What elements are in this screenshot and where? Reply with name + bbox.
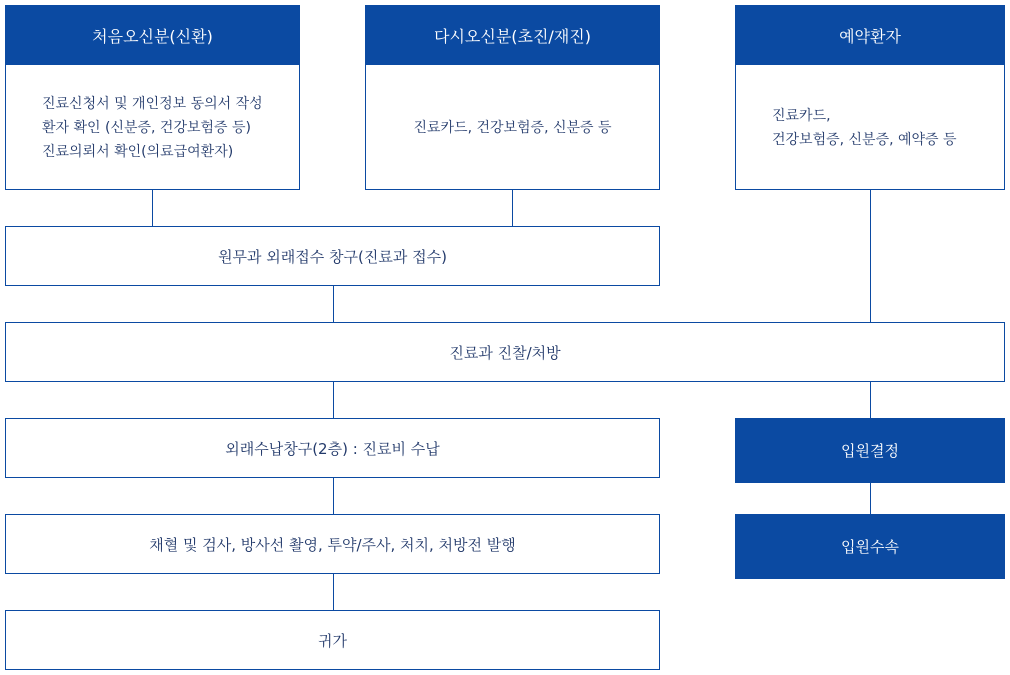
first-visit-details xyxy=(6,66,299,189)
first-visit-line: 환자 확인 (신분증, 건강보험증 등) xyxy=(42,119,251,136)
connector-consultation-to-admission xyxy=(870,382,871,418)
connector-return-to-reception xyxy=(512,190,513,226)
return-visit-box xyxy=(365,5,660,190)
return-visit-title: 다시오신분(초진/재진) xyxy=(365,5,660,65)
reserved-box xyxy=(735,5,1005,190)
connector-tests-to-home xyxy=(333,574,334,610)
admission-decision-step: 입원결정 xyxy=(735,418,1005,483)
connector-reception-to-consultation xyxy=(333,286,334,322)
go-home-step: 귀가 xyxy=(5,610,660,670)
first-visit-line: 진료신청서 및 개인정보 동의서 작성 xyxy=(42,95,263,112)
connector-admission-decision-to-procedure xyxy=(870,483,871,514)
return-visit-details xyxy=(366,66,659,189)
connector-consultation-to-payment xyxy=(333,382,334,418)
first-visit-line: 진료의뢰서 확인(의료급여환자) xyxy=(42,143,234,160)
connector-reserved-to-consultation xyxy=(870,190,871,322)
admission-procedure-step: 입원수속 xyxy=(735,514,1005,579)
reserved-details xyxy=(736,66,1004,189)
first-visit-box xyxy=(5,5,300,190)
connector-first-to-reception xyxy=(152,190,153,226)
consultation-step: 진료과 진찰/처방 xyxy=(5,322,1005,382)
payment-step: 외래수납창구(2층) : 진료비 수납 xyxy=(5,418,660,478)
first-visit-title: 처음오신분(신환) xyxy=(5,5,300,65)
return-visit-line: 진료카드, 건강보험증, 신분증 등 xyxy=(413,119,612,136)
reserved-title: 예약환자 xyxy=(735,5,1005,65)
tests-step: 채혈 및 검사, 방사선 촬영, 투약/주사, 처치, 처방전 발행 xyxy=(5,514,660,574)
reception-step: 원무과 외래접수 창구(진료과 접수) xyxy=(5,226,660,286)
reserved-line: 건강보험증, 신분증, 예약증 등 xyxy=(772,131,957,148)
connector-payment-to-tests xyxy=(333,478,334,514)
reserved-line: 진료카드, xyxy=(772,107,831,124)
